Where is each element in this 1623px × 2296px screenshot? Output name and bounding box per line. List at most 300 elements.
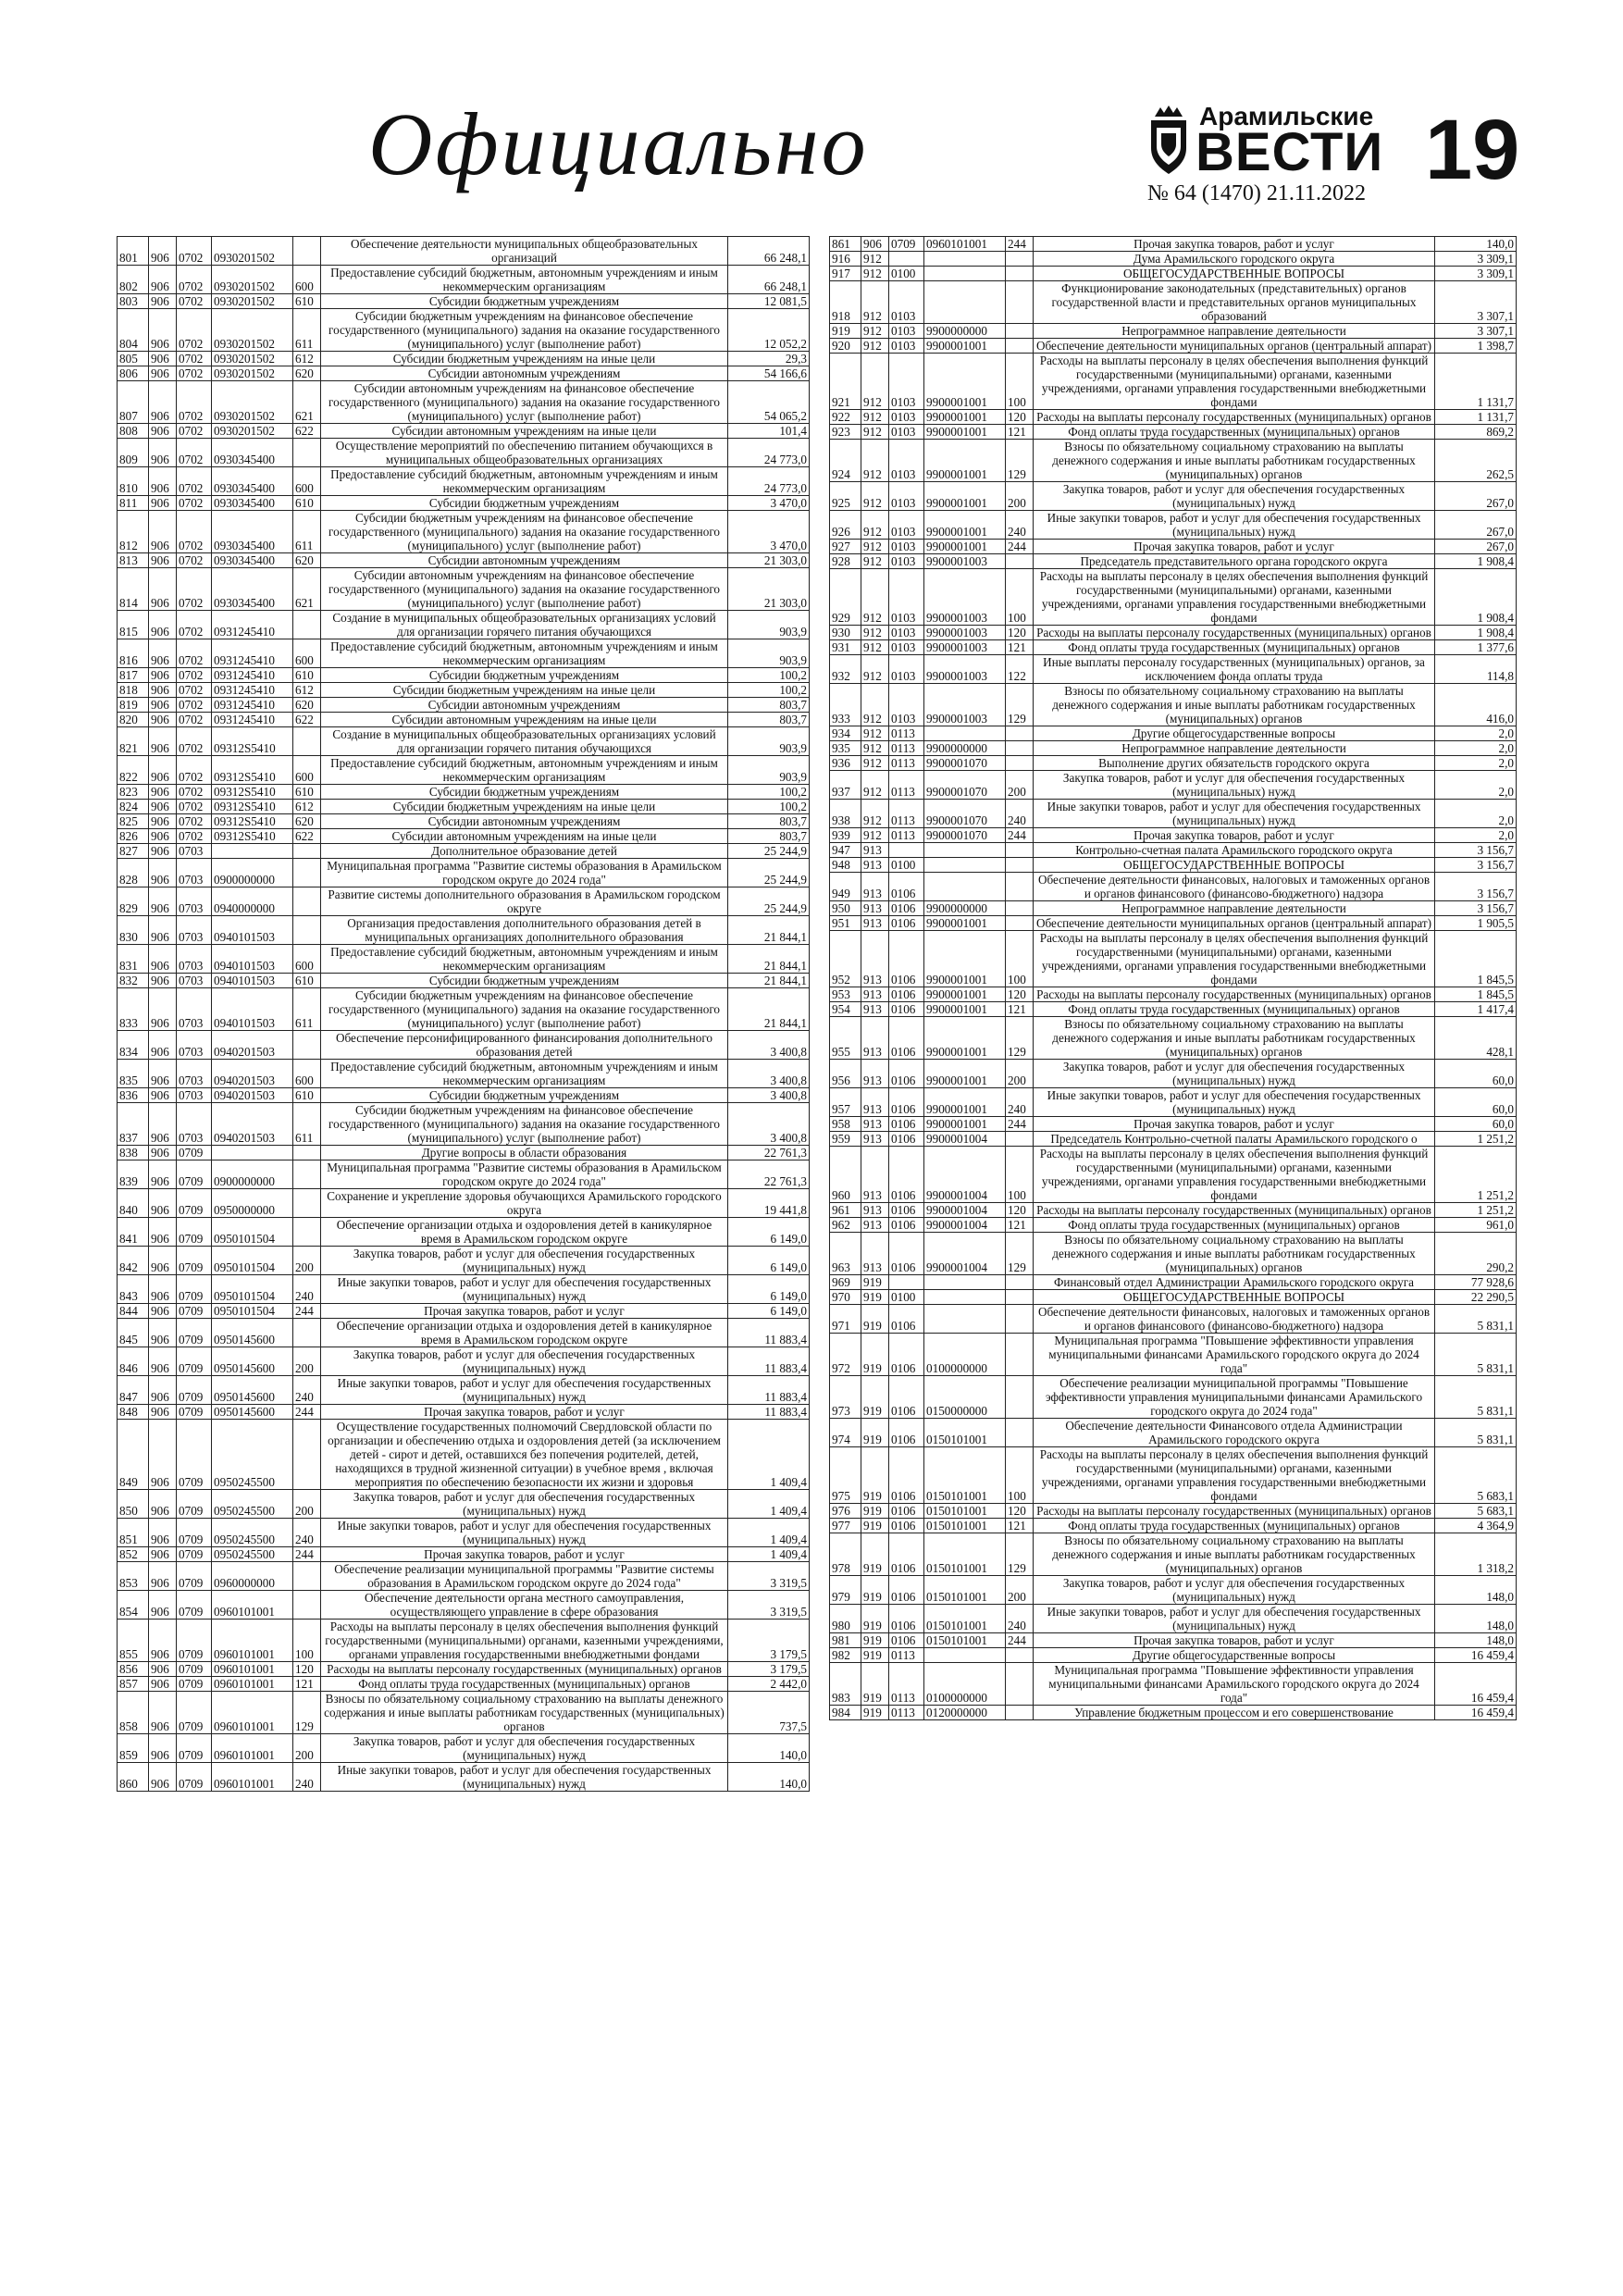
description-cell: Финансовый отдел Администрации Арамильского городского округа [1034,1275,1435,1290]
description-cell: Субсидии бюджетным учреждениям на финансовое обеспечение государственного (муниципального) задания на оказание государственного (муниципального) услуг (выполнение работ) [321,1103,728,1146]
description-cell: Обеспечение организации отдыха и оздоровления детей в каникулярное время в Арамильском городском округе [321,1319,728,1347]
row-number-cell: 836 [118,1088,149,1103]
expense-type-cell: 121 [1006,1218,1034,1233]
row-number-cell: 824 [118,800,149,814]
dept-code-cell: 913 [861,1218,889,1233]
amount-cell: 5 683,1 [1435,1504,1517,1519]
dept-code-cell: 919 [861,1334,889,1376]
row-number-cell: 839 [118,1160,149,1189]
target-code-cell: 9900001001 [924,410,1006,425]
dept-code-cell: 912 [861,800,889,828]
table-row [118,713,810,727]
row-number-cell: 804 [118,309,149,352]
table-row [830,626,1517,640]
table-row [118,496,810,511]
target-code-cell: 0950101504 [212,1218,293,1247]
amount-cell: 3 156,7 [1435,858,1517,873]
description-cell: Контрольно-счетная палата Арамильского городского округа [1034,843,1435,858]
expense-type-cell: 120 [1006,626,1034,640]
section-title: Официально [368,94,869,193]
dept-code-cell: 919 [861,1504,889,1519]
row-number-cell: 835 [118,1060,149,1088]
section-code-cell: 0106 [889,1203,924,1218]
description-cell: Прочая закупка товаров, работ и услуг [321,1304,728,1319]
table-row [830,354,1517,410]
description-cell: Фонд оплаты труда государственных (муниципальных) органов [1034,1218,1435,1233]
target-code-cell: 0960101001 [212,1734,293,1763]
table-row [830,440,1517,482]
amount-cell: 101,4 [728,424,810,439]
target-code-cell [924,1648,1006,1663]
amount-cell: 148,0 [1435,1576,1517,1605]
amount-cell: 869,2 [1435,425,1517,440]
dept-code-cell: 912 [861,410,889,425]
dept-code-cell: 919 [861,1447,889,1504]
description-cell: Обеспечение деятельности органа местного самоуправления, осуществляющего управление в сфере образования [321,1591,728,1620]
description-cell: Субсидии автономным учреждениям [321,366,728,381]
expense-type-cell: 120 [1006,987,1034,1002]
dept-code-cell: 912 [861,741,889,756]
target-code-cell: 9900001001 [924,1088,1006,1117]
dept-code-cell: 912 [861,482,889,511]
description-cell: Непрограммное направление деятельности [1034,324,1435,339]
table-row [118,1103,810,1146]
table-row [830,425,1517,440]
row-number-cell: 846 [118,1347,149,1376]
row-number-cell: 977 [830,1519,861,1533]
amount-cell: 21 844,1 [728,945,810,974]
dept-code-cell: 906 [149,237,177,266]
row-number-cell: 957 [830,1088,861,1117]
description-cell: Закупка товаров, работ и услуг для обеспечения государственных (муниципальных) нужд [321,1347,728,1376]
table-row [830,540,1517,554]
target-code-cell [212,1146,293,1160]
row-number-cell: 955 [830,1017,861,1060]
table-row [118,467,810,496]
row-number-cell: 845 [118,1319,149,1347]
table-row [830,237,1517,252]
row-number-cell: 972 [830,1334,861,1376]
section-code-cell: 0702 [177,467,212,496]
expense-type-cell: 100 [1006,569,1034,626]
table-row [118,829,810,844]
row-number-cell: 950 [830,901,861,916]
section-code-cell: 0709 [177,1519,212,1547]
table-row [830,1203,1517,1218]
amount-cell: 25 244,9 [728,844,810,859]
table-row [118,366,810,381]
row-number-cell: 802 [118,266,149,294]
row-number-cell: 936 [830,756,861,771]
amount-cell: 24 773,0 [728,439,810,467]
target-code-cell: 9900001003 [924,569,1006,626]
amount-cell: 3 309,1 [1435,267,1517,281]
target-code-cell: 0120000000 [924,1706,1006,1720]
expense-type-cell: 100 [1006,931,1034,987]
section-code-cell: 0702 [177,639,212,668]
table-row [118,352,810,366]
expense-type-cell: 621 [293,381,321,424]
row-number-cell: 934 [830,726,861,741]
target-code-cell [924,1305,1006,1334]
target-code-cell: 0150101001 [924,1447,1006,1504]
amount-cell: 21 844,1 [728,988,810,1031]
description-cell: Обеспечение деятельности муниципальных общеобразовательных организаций [321,237,728,266]
section-code-cell: 0702 [177,511,212,553]
dept-code-cell: 913 [861,916,889,931]
section-code-cell: 0703 [177,1060,212,1088]
expense-type-cell [293,439,321,467]
table-row [830,324,1517,339]
section-code-cell: 0113 [889,828,924,843]
dept-code-cell: 906 [149,1677,177,1692]
dept-code-cell: 906 [149,945,177,974]
description-cell: Субсидии автономным учреждениям на финансовое обеспечение государственного (муниципального) задания на оказание государственного (муниципального) услуг (выполнение работ) [321,568,728,611]
row-number-cell: 806 [118,366,149,381]
budget-table-right [829,236,1517,1720]
dept-code-cell: 913 [861,873,889,901]
description-cell: Муниципальная программа "Развитие системы образования в Арамильском городском округе до 2024 года" [321,859,728,887]
dept-code-cell: 906 [149,668,177,683]
description-cell: Расходы на выплаты персоналу государственных (муниципальных) органов [1034,410,1435,425]
section-code-cell: 0106 [889,1419,924,1447]
table-row [830,1132,1517,1147]
expense-type-cell: 120 [1006,410,1034,425]
expense-type-cell [293,727,321,756]
amount-cell: 2,0 [1435,828,1517,843]
amount-cell: 3 319,5 [728,1562,810,1591]
row-number-cell: 927 [830,540,861,554]
amount-cell: 3 400,8 [728,1060,810,1088]
section-code-cell: 0709 [177,1160,212,1189]
amount-cell: 66 248,1 [728,237,810,266]
amount-cell: 3 307,1 [1435,281,1517,324]
dept-code-cell: 906 [149,553,177,568]
dept-code-cell: 912 [861,440,889,482]
target-code-cell: 0931245410 [212,611,293,639]
expense-type-cell: 240 [1006,1088,1034,1117]
target-code-cell [924,858,1006,873]
table-row [830,1275,1517,1290]
table-row [118,698,810,713]
dept-code-cell: 906 [149,568,177,611]
section-code-cell: 0709 [177,1420,212,1490]
table-row [118,988,810,1031]
amount-cell: 19 441,8 [728,1189,810,1218]
target-code-cell: 0950245500 [212,1490,293,1519]
row-number-cell: 852 [118,1547,149,1562]
amount-cell: 22 290,5 [1435,1290,1517,1305]
expense-type-cell: 121 [1006,425,1034,440]
dept-code-cell: 912 [861,626,889,640]
row-number-cell: 840 [118,1189,149,1218]
expense-type-cell: 200 [1006,1576,1034,1605]
table-row [830,1533,1517,1576]
target-code-cell: 9900001003 [924,554,1006,569]
row-number-cell: 844 [118,1304,149,1319]
target-code-cell: 0950101504 [212,1247,293,1275]
expense-type-cell: 129 [1006,1233,1034,1275]
section-code-cell: 0106 [889,987,924,1002]
section-code-cell: 0709 [177,1692,212,1734]
description-cell: Дополнительное образование детей [321,844,728,859]
target-code-cell: 9900000000 [924,901,1006,916]
amount-cell: 5 831,1 [1435,1419,1517,1447]
description-cell: Обеспечение деятельности финансовых, налоговых и таможенных органов и органов финансового (финансово-бюджетного) надзора [1034,873,1435,901]
table-row [118,1692,810,1734]
amount-cell: 3 309,1 [1435,252,1517,267]
section-code-cell: 0113 [889,1648,924,1663]
row-number-cell: 822 [118,756,149,785]
amount-cell: 140,0 [728,1763,810,1792]
description-cell: Непрограммное направление деятельности [1034,901,1435,916]
table-row [118,266,810,294]
row-number-cell: 860 [118,1763,149,1792]
expense-type-cell: 129 [1006,440,1034,482]
section-code-cell: 0103 [889,425,924,440]
target-code-cell: 9900001001 [924,1002,1006,1017]
dept-code-cell: 906 [149,1189,177,1218]
description-cell: Субсидии бюджетным учреждениям на финансовое обеспечение государственного (муниципального) задания на оказание государственного (муниципального) услуг (выполнение работ) [321,511,728,553]
table-row [118,568,810,611]
amount-cell: 2,0 [1435,771,1517,800]
row-number-cell: 917 [830,267,861,281]
section-code-cell: 0702 [177,727,212,756]
description-cell: Субсидии бюджетным учреждениям [321,1088,728,1103]
target-code-cell: 0150101001 [924,1419,1006,1447]
amount-cell: 903,9 [728,756,810,785]
dept-code-cell: 906 [149,683,177,698]
row-number-cell: 949 [830,873,861,901]
expense-type-cell: 600 [293,1060,321,1088]
dept-code-cell: 906 [149,1319,177,1347]
section-code-cell: 0709 [177,1247,212,1275]
expense-type-cell: 610 [293,785,321,800]
expense-type-cell [1006,1305,1034,1334]
expense-type-cell [1006,1648,1034,1663]
description-cell: Взносы по обязательному социальному страхованию на выплаты денежного содержания и иные выплаты работникам государственных (муниципальных) органов [1034,1533,1435,1576]
amount-cell: 66 248,1 [728,266,810,294]
table-row [830,410,1517,425]
expense-type-cell: 610 [293,974,321,988]
target-code-cell [924,281,1006,324]
amount-cell: 903,9 [728,611,810,639]
target-code-cell: 9900001001 [924,511,1006,540]
section-code-cell: 0103 [889,354,924,410]
section-code-cell: 0103 [889,339,924,354]
table-row [830,987,1517,1002]
amount-cell: 100,2 [728,683,810,698]
table-row [118,945,810,974]
section-code-cell: 0106 [889,1218,924,1233]
budget-table-left [117,236,810,1792]
dept-code-cell: 906 [149,424,177,439]
row-number-cell: 982 [830,1648,861,1663]
dept-code-cell: 913 [861,1147,889,1203]
target-code-cell: 0940000000 [212,887,293,916]
description-cell: Другие вопросы в области образования [321,1146,728,1160]
description-cell: Субсидии автономным учреждениям на иные цели [321,424,728,439]
dept-code-cell: 906 [149,800,177,814]
target-code-cell: 09312S5410 [212,800,293,814]
description-cell: Закупка товаров, работ и услуг для обеспечения государственных (муниципальных) нужд [321,1734,728,1763]
amount-cell: 25 244,9 [728,887,810,916]
row-number-cell: 974 [830,1419,861,1447]
row-number-cell: 820 [118,713,149,727]
amount-cell: 5 831,1 [1435,1376,1517,1419]
table-row [118,611,810,639]
dept-code-cell: 906 [149,1088,177,1103]
expense-type-cell: 122 [1006,655,1034,684]
amount-cell: 3 400,8 [728,1031,810,1060]
dept-code-cell: 913 [861,987,889,1002]
expense-type-cell: 100 [1006,354,1034,410]
amount-cell: 267,0 [1435,540,1517,554]
dept-code-cell: 912 [861,354,889,410]
target-code-cell: 9900001001 [924,931,1006,987]
section-code-cell: 0709 [177,1677,212,1692]
table-row [830,1519,1517,1533]
dept-code-cell: 906 [149,294,177,309]
table-row [118,1662,810,1677]
row-number-cell: 952 [830,931,861,987]
row-number-cell: 834 [118,1031,149,1060]
description-cell: Управление бюджетным процессом и его совершенствование [1034,1706,1435,1720]
expense-type-cell: 200 [293,1490,321,1519]
expense-type-cell: 244 [293,1547,321,1562]
row-number-cell: 832 [118,974,149,988]
section-code-cell: 0106 [889,1088,924,1117]
section-code-cell: 0702 [177,439,212,467]
row-number-cell: 830 [118,916,149,945]
description-cell: Предоставление субсидий бюджетным, автономным учреждениям и иным некоммерческим организациям [321,266,728,294]
row-number-cell: 979 [830,1576,861,1605]
expense-type-cell: 240 [1006,1605,1034,1633]
amount-cell: 2,0 [1435,726,1517,741]
section-code-cell: 0709 [177,1490,212,1519]
dept-code-cell: 906 [149,1060,177,1088]
amount-cell: 16 459,4 [1435,1706,1517,1720]
table-row [118,1562,810,1591]
description-cell: Обеспечение реализации муниципальной программы "Повышение эффективности управления муниципальными финансами Арамильского городского округа до 2024 года" [1034,1376,1435,1419]
description-cell: Расходы на выплаты персоналу государственных (муниципальных) органов [321,1662,728,1677]
dept-code-cell: 906 [149,1247,177,1275]
description-cell: Взносы по обязательному социальному страхованию на выплаты денежного содержания и иные выплаты работникам государственных (муниципальных) органов [1034,440,1435,482]
description-cell: Закупка товаров, работ и услуг для обеспечения государственных (муниципальных) нужд [1034,771,1435,800]
amount-cell: 1 251,2 [1435,1132,1517,1147]
amount-cell: 1 251,2 [1435,1147,1517,1203]
description-cell: Субсидии автономным учреждениям [321,698,728,713]
section-code-cell: 0100 [889,267,924,281]
row-number-cell: 969 [830,1275,861,1290]
section-code-cell: 0106 [889,1017,924,1060]
expense-type-cell [1006,1706,1034,1720]
amount-cell: 3 307,1 [1435,324,1517,339]
row-number-cell: 817 [118,668,149,683]
amount-cell: 100,2 [728,668,810,683]
expense-type-cell: 620 [293,366,321,381]
description-cell: Прочая закупка товаров, работ и услуг [1034,237,1435,252]
dept-code-cell: 913 [861,931,889,987]
target-code-cell: 0940101503 [212,945,293,974]
table-row [118,1247,810,1275]
description-cell: Расходы на выплаты персоналу государственных (муниципальных) органов [1034,1203,1435,1218]
dept-code-cell: 912 [861,554,889,569]
dept-code-cell: 906 [149,785,177,800]
description-cell: Фонд оплаты труда государственных (муниципальных) органов [1034,1002,1435,1017]
amount-cell: 3 400,8 [728,1103,810,1146]
coat-of-arms-icon [1147,104,1190,176]
row-number-cell: 948 [830,858,861,873]
row-number-cell: 919 [830,324,861,339]
table-row [830,1017,1517,1060]
table-row [118,683,810,698]
table-row [830,858,1517,873]
table-row [118,844,810,859]
target-code-cell: 9900001001 [924,1117,1006,1132]
expense-type-cell [1006,339,1034,354]
section-code-cell: 0702 [177,424,212,439]
target-code-cell [924,252,1006,267]
amount-cell: 428,1 [1435,1017,1517,1060]
description-cell: Обеспечение деятельности муниципальных органов (центральный аппарат) [1034,916,1435,931]
section-code-cell: 0703 [177,887,212,916]
section-code-cell: 0103 [889,440,924,482]
expense-type-cell: 600 [293,639,321,668]
expense-type-cell: 610 [293,496,321,511]
expense-type-cell: 100 [293,1620,321,1662]
expense-type-cell: 240 [1006,511,1034,540]
row-number-cell: 816 [118,639,149,668]
expense-type-cell: 610 [293,1088,321,1103]
table-row [830,1706,1517,1720]
expense-type-cell [1006,1290,1034,1305]
dept-code-cell: 913 [861,1002,889,1017]
table-row [118,237,810,266]
table-row [830,252,1517,267]
section-code-cell: 0106 [889,1060,924,1088]
dept-code-cell: 912 [861,540,889,554]
table-row [830,482,1517,511]
target-code-cell [924,726,1006,741]
row-number-cell: 962 [830,1218,861,1233]
row-number-cell: 924 [830,440,861,482]
row-number-cell: 951 [830,916,861,931]
section-code-cell: 0113 [889,756,924,771]
amount-cell: 148,0 [1435,1605,1517,1633]
target-code-cell: 0960101001 [212,1620,293,1662]
row-number-cell: 818 [118,683,149,698]
expense-type-cell: 611 [293,988,321,1031]
expense-type-cell: 611 [293,309,321,352]
row-number-cell: 978 [830,1533,861,1576]
row-number-cell: 929 [830,569,861,626]
description-cell: Взносы по обязательному социальному страхованию на выплаты денежного содержания и иные выплаты работникам государственных (муниципальных) органов [1034,1017,1435,1060]
dept-code-cell: 906 [149,1103,177,1146]
expense-type-cell [293,1189,321,1218]
amount-cell: 1 905,5 [1435,916,1517,931]
row-number-cell: 975 [830,1447,861,1504]
description-cell: Выполнение других обязательств городского округа [1034,756,1435,771]
description-cell: Предоставление субсидий бюджетным, автономным учреждениям и иным некоммерческим организациям [321,756,728,785]
dept-code-cell: 912 [861,252,889,267]
description-cell: Другие общегосударственные вопросы [1034,1648,1435,1663]
dept-code-cell: 913 [861,1233,889,1275]
table-row [118,1547,810,1562]
amount-cell: 961,0 [1435,1218,1517,1233]
amount-cell: 21 303,0 [728,568,810,611]
amount-cell: 11 883,4 [728,1319,810,1347]
